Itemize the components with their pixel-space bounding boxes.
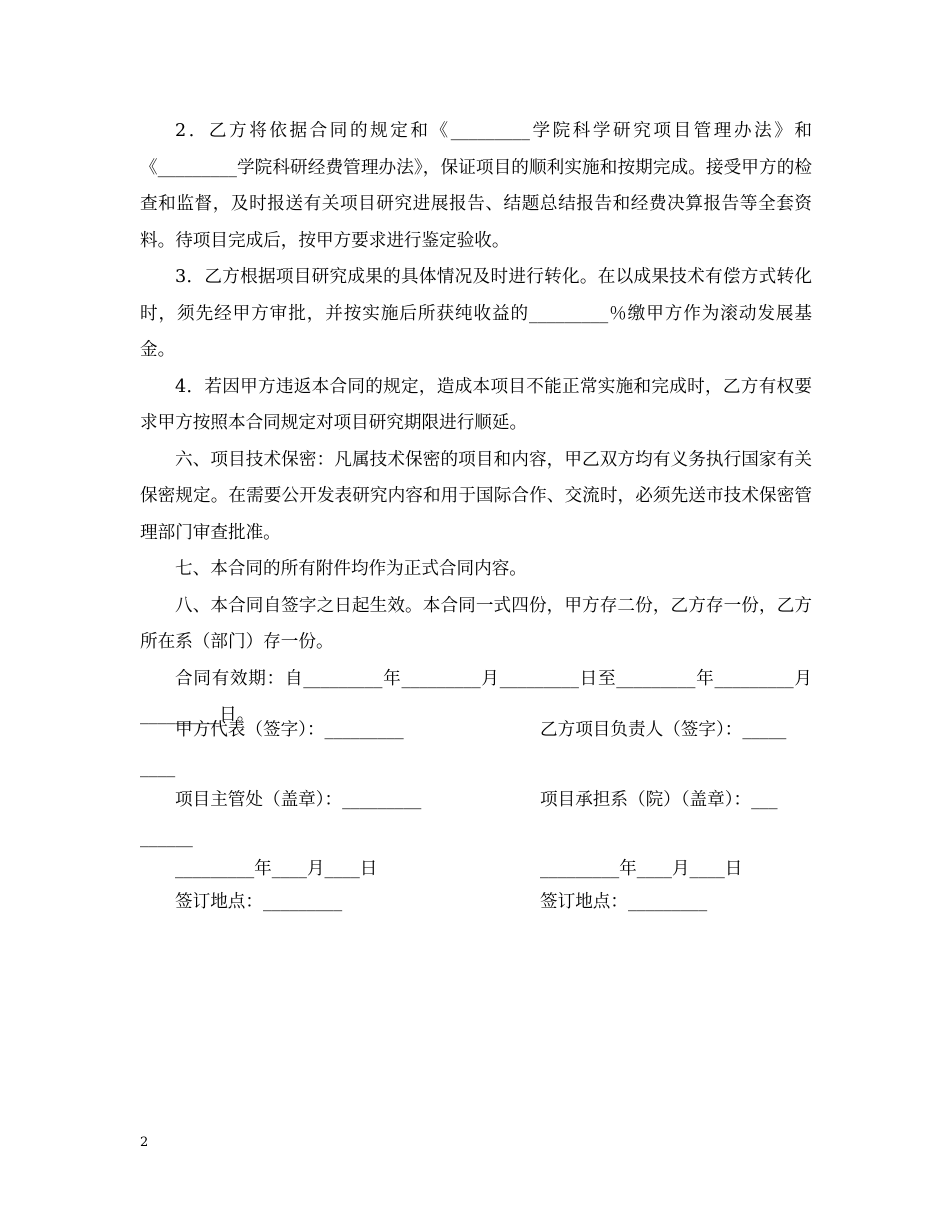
clause-4-paragraph: 4．若因甲方违返本合同的规定，造成本项目不能正常实施和完成时，乙方有权要求甲方按照本合同规定对项目研究期限进行顺延。 (140, 376, 812, 433)
clause-3-paragraph: 3．乙方根据项目研究成果的具体情况及时进行转化。在以成果技术有偿方式转化时，须先经甲方审批，并按实施后所获纯收益的_________％缴甲方作为滚动发展基金。 (140, 267, 812, 360)
section-6-confidentiality-paragraph: 六、项目技术保密：凡属技术保密的项目和内容，甲乙双方均有义务执行国家有关保密规定。在需要公开发表研究内容和用于国际合作、交流时，必须先送市技术保密管理部门审查批准。 (140, 449, 812, 543)
contract-body (140, 113, 812, 734)
page-number: 2 (140, 1135, 149, 1150)
undertaking-department-seal: 项目承担系（院）（盖章）：___ (540, 790, 778, 810)
section-8-effective-paragraph: 八、本合同自签字之日起生效。本合同一式四份，甲方存二份，乙方存一份，乙方所在系（部门）存一份。 (140, 595, 812, 652)
clause-2-paragraph: 2．乙方将依据合同的规定和《_________学院科学研究项目管理办法》和《_________学院科研经费管理办法》，保证项目的顺利实施和按期完成。接受甲方的检查和监督，及时报送有关项目研究进展报告、结题总结报告和经费决算报告等全套资料。待项目完成后，按甲方要求进行鉴定验收。 (140, 121, 812, 251)
party-a-sign-date: _________年____月____日 (175, 859, 378, 879)
party-a-representative-signature: 甲方代表（签字）：_________ (175, 720, 404, 740)
party-b-sign-place: 签订地点：_________ (540, 892, 708, 912)
party-b-sign-date: _________年____月____日 (540, 859, 743, 879)
validity-period-paragraph: 合同有效期：自_________年_________月_________日至_________年_________月_________日。 (140, 668, 812, 725)
undertaking-department-seal-continuation: ______ (140, 828, 193, 848)
section-7-attachments-paragraph: 七、本合同的所有附件均作为正式合同内容。 (175, 559, 527, 579)
party-b-project-lead-signature-continuation: ____ (140, 758, 176, 778)
supervising-office-seal: 项目主管处（盖章）：_________ (175, 790, 422, 810)
party-a-sign-place: 签订地点：_________ (175, 892, 343, 912)
party-b-project-lead-signature: 乙方项目负责人（签字）：_____ (540, 720, 787, 740)
